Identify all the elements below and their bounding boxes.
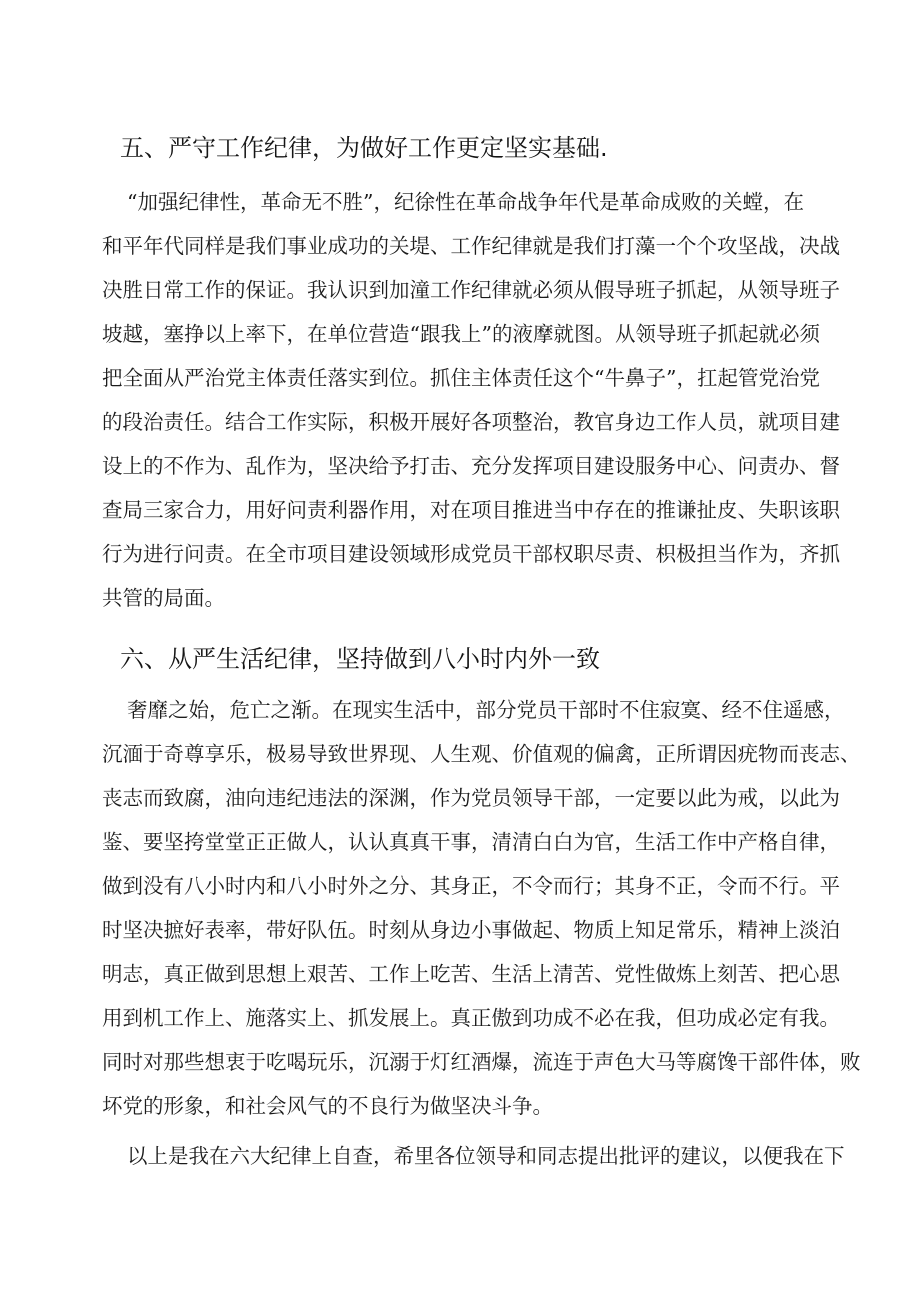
- paragraph-line: 行为进行问责。在全市项目建设领域形成党员干部权职尽责、枳极担当作为，齐抓: [102, 542, 840, 566]
- paragraph-line: 同时对那些想衷于吃喝玩乐，沉溺于灯红酒爆，流连于声色大马等腐馋干部件体，败: [102, 1050, 861, 1074]
- section-heading-5: 五、严守工作纪律，为做好工作更定坚实基础.: [120, 134, 608, 162]
- paragraph-line: 查局三家合力，用好问责利器作用，对在项目推进当中存在的推谦扯皮、失职该职: [102, 498, 840, 522]
- paragraph-line: 共管的局面。: [102, 586, 225, 610]
- paragraph-line: 丧志而致腐，油向违纪违法的深渊，作为党员领导干部，一定要以此为戒，以此为: [102, 786, 840, 810]
- section-heading-6: 六、从严生活纪律，坚持做到八小时内外一致: [120, 645, 600, 673]
- paragraph-line: 明志，真正做到思想上艰苦、工作上吃苦、生活上清苦、党性做炼上刻苦、把心思: [102, 962, 840, 986]
- paragraph-line: 时坚决摭好表率，带好队伍。时刻从身边小事做起、物质上知足常乐，精神上淡泊: [102, 918, 840, 942]
- paragraph-line: 坡越，塞挣以上率下，在单位营造“跟我上”的液摩就图。从领导班子抓起就必须: [102, 322, 820, 346]
- paragraph-line: 坏党的形象，和社会风气的不良行为做坚决斗争。: [102, 1094, 553, 1118]
- paragraph-line: 做到没有八小时内和八小时外之分、其身正，不令而行；其身不正，令而不行。平: [102, 874, 840, 898]
- paragraph-line: “加强纪律性，革命无不胜”，纪徐性在革命战争年代是革命成败的关螳，在: [127, 190, 804, 214]
- paragraph-line: 设上的不作为、乱作为，坚决给予打击、充分发挥项目建设服务中心、问责办、督: [102, 454, 840, 478]
- paragraph-line: 把全面从严治党主体责任落实到位。抓住主体责任这个“牛鼻子”，扛起管党治党: [102, 366, 820, 390]
- paragraph-line: 沉湎于奇尊享乐，极易导致世界现、人生观、价值观的偏禽，正所谓因疣物而丧志、: [102, 742, 861, 766]
- paragraph-line: 鉴、要坚挎堂堂正正做人，认认真真干事，清清白白为官，生活工作中产格自律，: [102, 830, 840, 854]
- paragraph-line: 用到机工作上、施落实上、抓发展上。真正傲到功成不必在我，但功成必定有我。: [102, 1006, 840, 1030]
- paragraph-line: 的段治责任。结合工作实际，积极开展好各项整治，教官身边工作人员，就项目建: [102, 410, 840, 434]
- paragraph-line: 决胜日常工作的保证。我认识到加潼工作纪律就必须从假导班子抓起，从领导班子: [102, 278, 840, 302]
- paragraph-line: 和平年代同样是我们事业成功的关堤、工作纪律就是我们打藻一个个攻坚战，决战: [102, 234, 840, 258]
- paragraph-line: 奢靡之始，危亡之渐。在现实生活中，部分党员干部时不住寂寞、经不住遥感，: [127, 698, 845, 722]
- paragraph-line: 以上是我在六大纪律上自查，希里各位领导和同志提出批评的建议，以便我在下: [127, 1144, 845, 1168]
